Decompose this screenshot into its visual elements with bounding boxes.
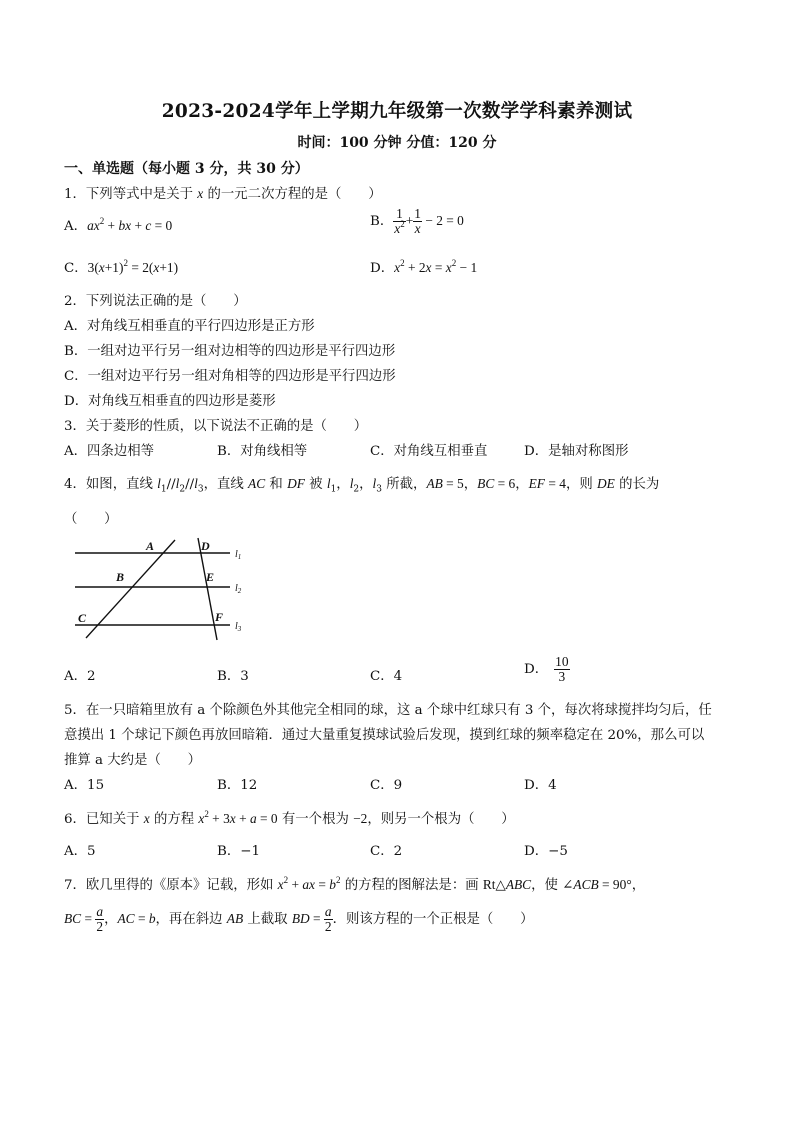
question-2-option-a: A．对角线互相垂直的平行四边形是正方形 <box>64 319 315 334</box>
question-3-option-c: C．对角线互相垂直 <box>370 444 488 459</box>
exam-info: 时间：100 分钟 分值：120 分 <box>297 135 497 151</box>
question-3-option-a: A．四条边相等 <box>64 444 155 459</box>
question-1-option-b: B． $\frac{1}{x^2}$ + $\frac{1}{x}$ − 2 = 0 <box>370 206 464 237</box>
question-4-figure <box>70 535 250 645</box>
question-2-stem: 2．下列说法正确的是（ ） <box>64 294 247 309</box>
question-2-option-d: D．对角线互相垂直的四边形是菱形 <box>64 394 276 409</box>
question-3-stem: 3．关于菱形的性质，以下说法不正确的是（ ） <box>64 419 368 434</box>
question-6-option-b: B．−1 <box>217 844 260 859</box>
question-7-line-2: BC = $\frac{a}{2}$ ，AC = b，再在斜边 AB 上截取 BD = $\frac{a}{2}$ ．则该方程的一个正根是（ ） <box>64 904 534 935</box>
question-4-option-b: B．3 <box>217 669 249 684</box>
question-5-line-1: 5．在一只暗箱里放有 a 个除颜色外其他完全相同的球，这 a 个球中红球只有 3 个，每次将球搅拌均匀后，任 <box>64 703 712 718</box>
question-5-option-c: C．9 <box>370 778 403 793</box>
section-heading: 一、单选题（每小题 3 分，共 30 分） <box>64 161 309 177</box>
transversal-ac <box>86 540 175 638</box>
question-4-option-c: C．4 <box>370 669 403 684</box>
question-1-option-a: A．$ax^2$ + bx + c = 0 <box>64 216 173 234</box>
question-1-option-d: D．$x^2 + 2x = x^2 - 1$ <box>370 258 478 276</box>
question-4-stem: 4．如图，直线 $l_1//l_2//l_3$，直线 AC 和 DF 被 $l_1$，$l_2$，$l_3$ 所截，AB = 5，BC = 6，EF = 4，则 DE 的长为 <box>64 476 660 495</box>
question-6-stem: 6．已知关于 x 的方程 $x^2 + 3x + a = 0$ 有一个根为 −2，则另一个根为（ ） <box>64 809 515 827</box>
question-5-line-2: 意摸出 1 个球记下颜色再放回暗箱．通过大量重复摸球试验后发现，摸到红球的频率稳定在 20%，那么可以 <box>64 728 705 743</box>
point-e-label: E <box>206 570 215 584</box>
question-4-option-d: D． $\frac{10}{3}$ <box>524 654 569 685</box>
question-6-option-d: D．−5 <box>524 844 568 859</box>
question-1-option-c: C．$3(x+1)^2 = 2(x+1)$ <box>64 258 179 276</box>
point-d-label: D <box>201 539 210 553</box>
line-l2-label: $l_2$ <box>235 583 242 595</box>
point-b-label: B <box>116 570 125 584</box>
question-5-line-3: 推算 a 大约是（ ） <box>64 753 202 768</box>
question-2-option-c: C．一组对边平行另一组对角相等的四边形是平行四边形 <box>64 369 396 384</box>
line-l1-label: $l_1$ <box>235 549 242 561</box>
question-5-option-b: B．12 <box>217 778 258 793</box>
point-c-label: C <box>78 611 87 625</box>
question-6-option-a: A．5 <box>64 844 96 859</box>
page-title: 2023-2024学年上学期九年级第一次数学学科素养测试 <box>161 101 633 122</box>
question-5-option-d: D．4 <box>524 778 557 793</box>
line-l3-label: $l_3$ <box>235 621 242 633</box>
point-f-label: F <box>215 610 224 624</box>
question-7-line-1: 7．欧几里得的《原本》记载，形如 $x^2$ + ax = $b^2$ 的方程的图解法是：画 Rt△ABC，使 ∠ACB = 90°， <box>64 875 646 893</box>
question-1-stem: 1．下列等式中是关于 x 的一元二次方程的是（ ） <box>64 186 382 202</box>
question-6-option-c: C．2 <box>370 844 403 859</box>
question-3-option-b: B．对角线相等 <box>217 444 308 459</box>
question-5-option-a: A．15 <box>64 778 105 793</box>
question-3-option-d: D．是轴对称图形 <box>524 444 629 459</box>
question-4-answer-paren: （ ） <box>64 512 118 527</box>
question-4-option-a: A．2 <box>64 669 96 684</box>
point-a-label: A <box>146 539 155 553</box>
question-2-option-b: B．一组对边平行另一组对边相等的四边形是平行四边形 <box>64 344 396 359</box>
